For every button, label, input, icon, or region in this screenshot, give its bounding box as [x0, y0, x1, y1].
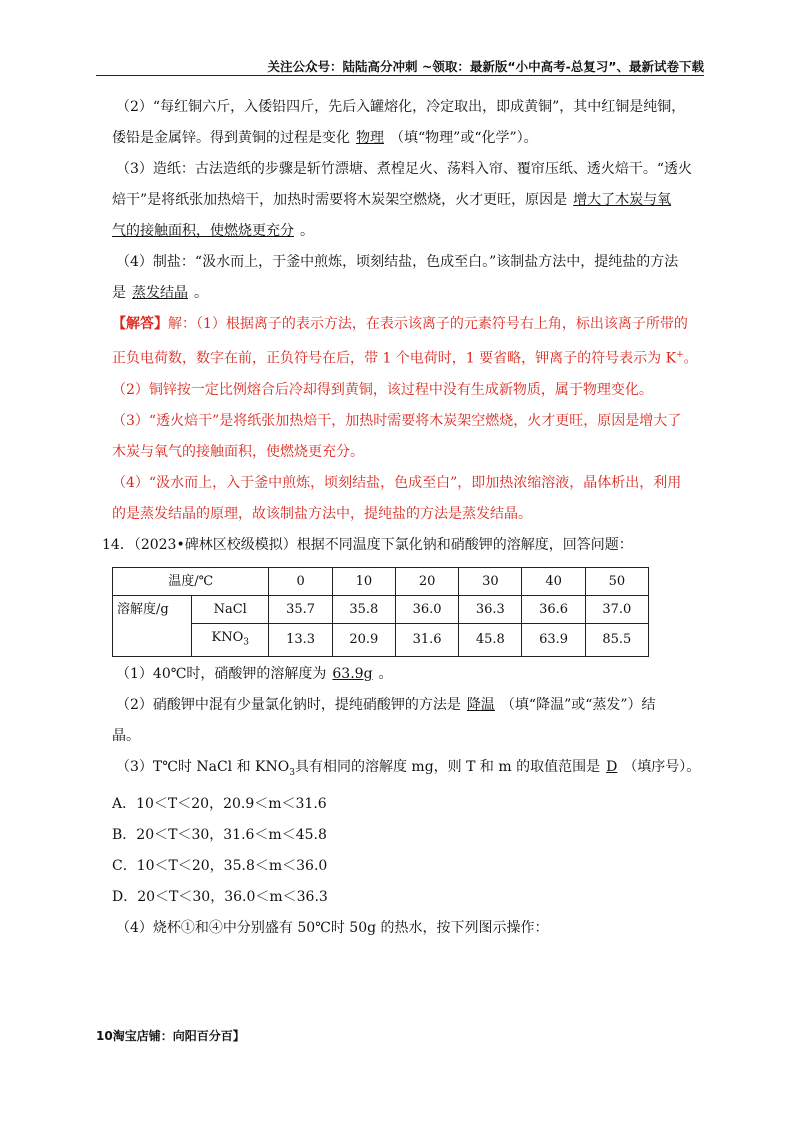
table-cell: 45.8 — [459, 623, 522, 657]
table-cell: 50 — [585, 567, 648, 595]
q13-part3-line3: 气的接触面积，使燃烧更充分 。 — [112, 223, 314, 239]
footer-text: 淘宝店铺：向阳百分百】 — [112, 1029, 245, 1043]
q14-part3-answer: D — [606, 759, 618, 776]
table-label-kno3: $KNO_3$ — [192, 623, 269, 657]
header-rule — [96, 75, 704, 76]
q13-part4-line1: （4）制盐：“汲水而上，于釜中煎炼，顷刻结盐，色成至白。”该制盐方法中，提纯盐的方法 — [116, 254, 679, 270]
table-cell: 20.9 — [332, 623, 395, 657]
table-label-nacl: NaCl — [192, 595, 269, 623]
table-row-temperature — [113, 567, 649, 595]
q14-number: 14． — [102, 536, 134, 553]
page-content — [102, 92, 712, 944]
option-c: C．10＜T＜20，35.8＜m＜36.0 — [112, 858, 328, 875]
q14-part3: （3）T℃时 NaCl 和 $KNO_3$具有相同的溶解度 mg，则 T 和 m 的取值范围是 D （填序号）。 — [116, 759, 701, 779]
table-cell: 36.0 — [395, 595, 458, 623]
table-header-solubility: 溶解度/g — [113, 595, 192, 657]
q13-part2-answer: 物理 — [356, 130, 384, 146]
q14-part2-answer: 降温 — [466, 697, 495, 714]
option-b: B．20＜T＜30，31.6＜m＜45.8 — [112, 827, 327, 844]
table-cell: 85.5 — [585, 623, 648, 657]
q13-part4-line2: 是 蒸发结晶 。 — [112, 285, 208, 301]
table-row-nacl — [113, 595, 649, 623]
solution-line4: （3）“透火焙干”是将纸张加热焙干，加热时需要将木炭架空燃烧，火才更旺，原因是增大了 — [112, 412, 682, 429]
q13-part4-answer: 蒸发结晶 — [132, 285, 188, 301]
table-cell: 37.0 — [585, 595, 648, 623]
table-header-temp: 温度/℃ — [113, 567, 269, 595]
q13-part3-line2: 焙干”是将纸张加热焙干，加热时需要将木炭架空燃烧，火才更旺，原因是 增大了木炭与氧 — [112, 185, 712, 216]
table-cell: 36.6 — [522, 595, 585, 623]
solution-line3: （2）铜锌按一定比例熔合后冷却得到黄铜，该过程中没有生成新物质，属于物理变化。 — [112, 381, 653, 398]
table-cell: 30 — [459, 567, 522, 595]
solubility-table — [112, 567, 649, 658]
table-cell: 35.7 — [269, 595, 332, 623]
q14-stem: 14．（2023•碑林区校级模拟）根据不同温度下氯化钠和硝酸钾的溶解度，回答问题： — [102, 536, 633, 553]
q14-part1: （1）40℃时，硝酸钾的溶解度为 63.9g 。 — [116, 666, 393, 683]
q14-part2-line2: 晶。 — [112, 728, 140, 745]
q13-part3-answer-2: 气的接触面积，使燃烧更充分 — [112, 223, 294, 239]
solution-label: 【解答】 — [112, 316, 168, 332]
table-cell: 31.6 — [395, 623, 458, 657]
table-cell: 36.3 — [459, 595, 522, 623]
table-cell: 40 — [522, 567, 585, 595]
header-text: 关注公众号：陆陆高分冲刺 ~领取：最新版“小中高考-总复习”、最新试卷下载 — [267, 59, 704, 74]
solution-line1: 【解答】解：（1）根据离子的表示方法，在表示该离子的元素符号右上角，标出该离子所带的 — [112, 316, 688, 332]
solution-line2: 正负电荷数，数字在前，正负符号在后，带 1 个电荷时，1 要省略，钾离子的符号表示为 K+。 — [112, 350, 698, 367]
table-cell: 10 — [332, 567, 395, 595]
solution-line7: 的是蒸发结晶的原理，故该制盐方法中，提纯盐的方法是蒸发结晶。 — [112, 505, 532, 522]
table-row-kno3 — [113, 623, 649, 657]
table-cell: 63.9 — [522, 623, 585, 657]
table-cell: 13.3 — [269, 623, 332, 657]
table-cell: 20 — [395, 567, 458, 595]
solution-line5: 木炭与氧气的接触面积，使燃烧更充分。 — [112, 443, 364, 460]
page-number: 10 — [96, 1029, 113, 1043]
q14-part2-line1: （2）硝酸钾中混有少量氯化钠时，提纯硝酸钾的方法是 降温 （填“降温”或“蒸发”）结 — [116, 697, 656, 714]
q13-part2-line1: （2）“每红铜六斤，入倭铅四斤，先后入罐熔化，冷定取出，即成黄铜”，其中红铜是纯铜， — [116, 99, 686, 115]
q14-part1-answer: 63.9g — [332, 666, 373, 683]
option-a: A．10＜T＜20，20.9＜m＜31.6 — [112, 796, 327, 813]
q13-part2-line2: 倭铅是金属锌。得到黄铜的过程是变化 物理 （填“物理”或“化学”）。 — [112, 130, 538, 146]
table-cell: 35.8 — [332, 595, 395, 623]
page-footer — [96, 1027, 245, 1044]
page-header — [96, 57, 704, 75]
q13-part3-answer-1: 增大了木炭与氧 — [573, 192, 672, 208]
option-d: D．20＜T＜30，36.0＜m＜36.3 — [112, 889, 328, 906]
q13-part3-line1: （3）造纸：古法造纸的步骤是斩竹漂塘、煮楻足火、荡料入帘、覆帘压纸、透火焙干。“透火 — [116, 161, 693, 177]
q14-part4: （4）烧杯①和④中分别盛有 50℃时 50g 的热水，按下列图示操作： — [116, 920, 549, 937]
table-cell: 0 — [269, 567, 332, 595]
solution-line6: （4）“汲水而上，入于釜中煎炼，顷刻结盐，色成至白”，即加热浓缩溶液，晶体析出，利用 — [112, 474, 682, 491]
